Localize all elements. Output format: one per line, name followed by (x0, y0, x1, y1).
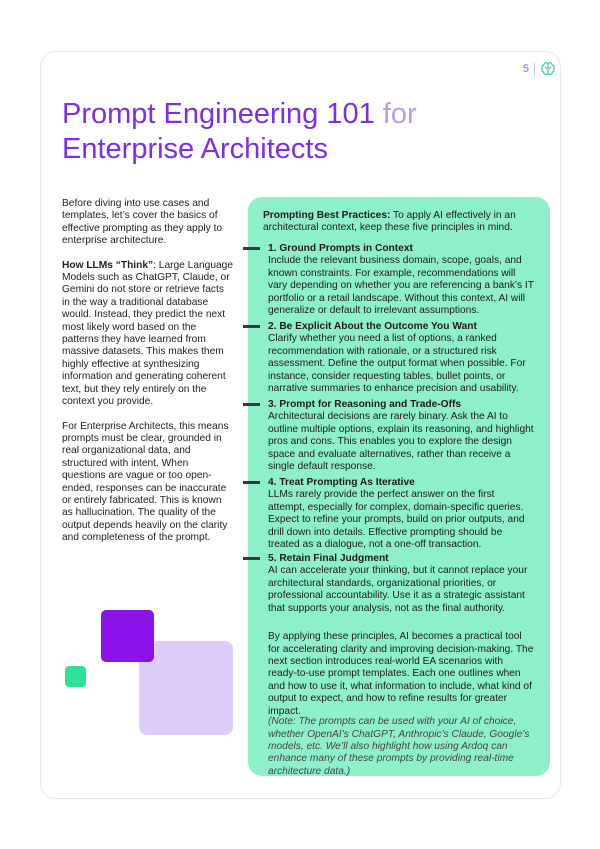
brain-icon (540, 61, 556, 77)
llm-text: : Large Language Models such as ChatGPT, Claude, or Gemini do not store or retrieve facts in the way a traditional database would. Instead, they predict the next most likely word based on the patterns they have learned from massive datasets. This makes them highly effective at synthesizing information and generating coherent text, but they rely entirely on the context you provide. (62, 259, 233, 408)
principle-3-body: Architectural decisions are rarely binary. Ask the AI to outline multiple options, explain its reasoning, and highlight pros and cons. This enables you to explore the design space and evaluate alternatives, rather than receive a single default response. (268, 411, 534, 473)
principle-5 (268, 553, 534, 615)
principle-1 (268, 243, 534, 317)
principle-marker-5 (243, 557, 260, 560)
closing-paragraph: By applying these principles, AI becomes a practical tool for accelerating clarity and improving decision-making. The next section introduces real-world EA scenarios with ready-to-use prompt templates. Each one outlines when and how to use it, what information to include, what kind of output to expect, and how to refine results for greater impact. (268, 631, 534, 717)
principle-2 (268, 321, 534, 395)
principle-2-title: 2. Be Explicit About the Outcome You Want (268, 321, 477, 332)
principle-3-title: 3. Prompt for Reasoning and Trade-Offs (268, 399, 462, 410)
principle-marker-2 (243, 325, 260, 328)
llm-paragraph (62, 260, 234, 409)
panel-intro-text: To apply AI effectively in an architectural context, keep these five principles in mind. (263, 210, 516, 234)
page-title (62, 97, 482, 167)
panel-intro-label: Prompting Best Practices: (263, 210, 391, 221)
left-column (62, 198, 234, 557)
note-paragraph: (Note: The prompts can be used with your AI of choice, whether OpenAI’s ChatGPT, Anthropic’s Claude, Google’s models, etc. We’ll also highlight how using Ardoq can enhance many of these prompts by providing real-time architecture data.) (268, 716, 530, 777)
principle-3 (268, 399, 534, 473)
page-number-divider (534, 63, 535, 76)
page-number (523, 61, 556, 77)
principle-5-body: AI can accelerate your thinking, but it cannot replace your architectural standards, organizational priorities, or professional accountability. Use it as a strategic assistant that supports your analysis, not as the final authority. (268, 565, 528, 614)
principle-1-body: Include the relevant business domain, scope, goals, and known constraints. For example, recommendations will vary depending on whether you are referencing a bank’s IT portfolio or a retail landscape. Without this context, AI will generalize or default to irrelevant assumptions. (268, 255, 534, 317)
principle-2-body: Clarify whether you need a list of options, a ranked recommendation with rationale, or a structured risk assessment. Define the output format when possible. For instance, consider requesting tables, bullet points, or narrative summaries to enhance precision and usability. (268, 333, 526, 395)
title-line2: Enterprise Architects (62, 133, 328, 165)
principle-5-title: 5. Retain Final Judgment (268, 553, 389, 564)
decorative-green-square (65, 666, 86, 687)
decorative-purple-square (101, 610, 154, 662)
principle-marker-4 (243, 481, 260, 484)
principle-4 (268, 477, 534, 551)
title-line1-light: for (374, 98, 417, 130)
principle-4-title: 4. Treat Prompting As Iterative (268, 477, 415, 488)
page-number-text: 5 (522, 63, 529, 75)
llm-label: How LLMs “Think” (62, 259, 154, 271)
principle-marker-3 (243, 403, 260, 406)
intro-paragraph: Before diving into use cases and templates, let’s cover the basics of effective prompting as they apply to enterprise architecture. (62, 198, 223, 247)
principle-1-title: 1. Ground Prompts in Context (268, 243, 413, 254)
principle-4-body: LLMs rarely provide the perfect answer on the first attempt, especially for complex, domain-specific queries. Expect to refine your prompts, build on prior outputs, and drill down into details. Effective prompting should be treated as a dialogue, not a one-off transaction. (268, 489, 525, 551)
ea-paragraph: For Enterprise Architects, this means prompts must be clear, grounded in real organizational data, and structured with intent. When questions are vague or too open-ended, responses can be inaccurate or entirely fabricated. This is known as hallucination. The quality of the output depends heavily on the clarity and completeness of the prompt. (62, 420, 229, 544)
principle-marker-1 (243, 247, 260, 250)
title-line1-dark: Prompt Engineering 101 (62, 98, 375, 130)
panel-intro (263, 210, 538, 235)
